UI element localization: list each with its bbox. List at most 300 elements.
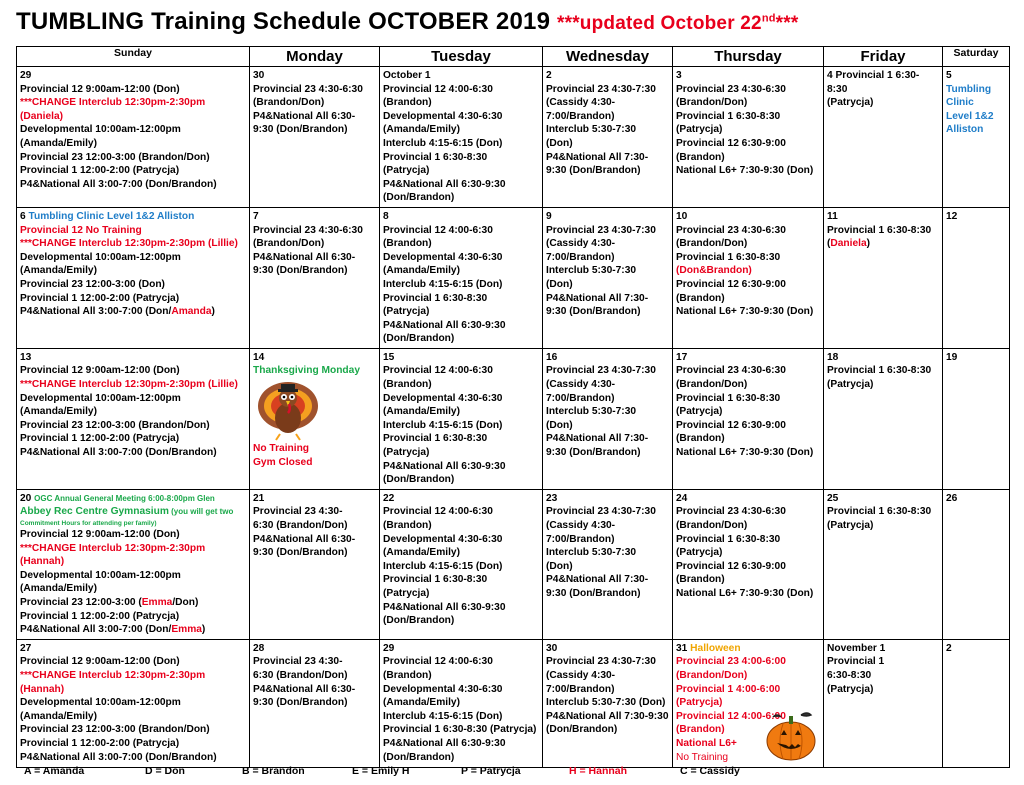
schedule-line (676, 305, 820, 319)
line-text: 17 (676, 351, 688, 363)
schedule-line (676, 546, 820, 560)
line-text: Provincial 1 6:30-8:30 (827, 365, 932, 377)
schedule-line (383, 164, 539, 178)
line-text: Provincial 1 6:30-8:30 (383, 433, 488, 445)
line-text: (Don/Brandon) (383, 333, 455, 345)
line-text: P4&National All 6:30-9:30 (383, 601, 506, 613)
line-text: 23 (546, 492, 558, 504)
schedule-line (383, 723, 539, 737)
schedule-line (546, 137, 669, 151)
schedule-line (20, 419, 246, 433)
schedule-line (383, 546, 539, 560)
day-cell-wednesday (543, 207, 673, 348)
schedule-line (383, 737, 539, 751)
day-cell-sunday (17, 348, 250, 489)
schedule-line (383, 392, 539, 406)
schedule-line (20, 683, 246, 697)
schedule-line (253, 492, 376, 506)
line-text: Interclub 4:15-6:15 (Don) (383, 137, 503, 149)
schedule-line (383, 751, 539, 765)
line-text: National L6+ (676, 737, 737, 749)
schedule-line (20, 392, 246, 406)
legend-item: B = Brandon (242, 765, 305, 777)
line-text: P4&National All 3:00-7:00 (Don/ (20, 624, 172, 636)
line-text: Thanksgiving Monday (253, 365, 360, 377)
line-text: Provincial 23 4:30-7:30 (546, 506, 656, 518)
schedule-line (676, 587, 820, 601)
day-cell-saturday (943, 207, 1010, 348)
schedule-line (827, 492, 939, 506)
schedule-line (827, 669, 939, 683)
schedule-line (383, 83, 539, 97)
line-text: 11 (827, 210, 838, 222)
line-text: November 1 (827, 642, 886, 654)
line-text: (Amanda/Emily) (20, 710, 97, 722)
schedule-line (20, 137, 246, 151)
line-text: 6:30 (Brandon/Don) (253, 520, 348, 531)
schedule-line (20, 351, 246, 365)
schedule-line (827, 69, 939, 96)
schedule-line (253, 237, 376, 251)
line-text: (Don/Brandon) (383, 474, 455, 486)
line-text: 9:30 (Don/Brandon) (546, 165, 641, 177)
week-row (17, 639, 1010, 767)
line-text: Gym Closed (253, 456, 313, 468)
line-suffix: ) (211, 306, 215, 318)
schedule-line (676, 264, 820, 278)
line-text: Provincial 1 (827, 656, 885, 668)
line-text: 6 (20, 210, 29, 222)
line-text: Tumbling (946, 83, 992, 95)
line-text: Provincial 23 4:30- (253, 656, 343, 668)
line-text: (Brandon) (383, 669, 432, 681)
day-cell-tuesday (380, 639, 543, 767)
line-highlight: Emma (141, 596, 173, 608)
line-text: ( (827, 238, 831, 250)
schedule-line (546, 432, 669, 446)
line-text: P4&National All 7:30-9:30 (546, 710, 669, 722)
day-cell-wednesday (543, 348, 673, 489)
line-text: Developmental 10:00am-12:00pm (20, 124, 181, 136)
schedule-line (20, 378, 246, 392)
schedule-line (20, 569, 246, 583)
schedule-line (546, 492, 669, 506)
line-text: (Don) (546, 419, 573, 431)
day-cell-sunday (17, 639, 250, 767)
schedule-line (946, 123, 1006, 137)
line-text: (Cassidy 4:30- (546, 379, 616, 391)
schedule-line (546, 546, 669, 560)
schedule-line (20, 623, 246, 637)
line-text: (Don/Brandon) (383, 192, 455, 204)
line-text: Provincial 23 4:30-6:30 (676, 506, 786, 518)
line-text: Provincial 1 6:30-8:30 (676, 392, 781, 404)
line-text: 24 (676, 492, 688, 504)
schedule-line (546, 110, 669, 124)
line-text: (Don&Brandon) (676, 265, 752, 277)
schedule-line (20, 505, 246, 519)
week-row (17, 67, 1010, 208)
line-highlight: (you will get two (168, 507, 234, 517)
schedule-line (546, 696, 669, 710)
schedule-line (546, 378, 669, 392)
line-text: Provincial 23 4:30- (253, 506, 343, 518)
line-text: (Brandon/Don) (676, 238, 748, 250)
line-text: P4&National All 7:30- (546, 574, 649, 586)
line-text: (Brandon/Don) (676, 97, 748, 109)
line-text: (Brandon/Don) (253, 238, 325, 250)
schedule-line (546, 264, 669, 278)
line-text: 2 (946, 642, 952, 654)
schedule-line (546, 505, 669, 519)
schedule-line (253, 456, 376, 470)
line-text: P4&National All 6:30- (253, 683, 356, 695)
line-text: 5 (946, 70, 952, 81)
line-text: Alliston (946, 124, 984, 136)
line-text: Provincial 23 4:30-6:30 (676, 83, 786, 95)
schedule-line (946, 351, 1006, 365)
line-text: Interclub 4:15-6:15 (Don) (383, 560, 503, 572)
line-text: Provincial 23 4:30-6:30 (676, 224, 786, 236)
line-text: Interclub 5:30-7:30 (546, 124, 637, 136)
schedule-line (546, 123, 669, 137)
line-text: (Brandon/Don) (676, 669, 748, 681)
line-text: (Patrycja) (383, 306, 430, 318)
line-text: Provincial 23 4:30-6:30 (253, 224, 363, 236)
line-text: Provincial 1 12:00-2:00 (Patrycja) (20, 737, 180, 749)
day-cell-friday (824, 67, 943, 208)
line-text: Provincial 12 6:30-9:00 (676, 560, 786, 572)
schedule-line (383, 378, 539, 392)
week-row (17, 348, 1010, 489)
schedule-line (383, 533, 539, 547)
schedule-line (383, 305, 539, 319)
schedule-line (383, 655, 539, 669)
schedule-line (827, 378, 939, 392)
schedule-line (383, 178, 539, 192)
schedule-line (676, 278, 820, 292)
line-text: Provincial 23 12:00-3:00 (Brandon/Don) (20, 151, 210, 163)
line-text: 18 (827, 351, 839, 363)
line-text: 14 (253, 351, 265, 363)
line-text: National L6+ 7:30-9:30 (Don) (676, 587, 814, 599)
page-title: TUMBLING Training Schedule OCTOBER 2019 ***updated October 22nd*** (16, 8, 799, 35)
line-text: 7:00/Brandon) (546, 533, 615, 545)
line-text: 9:30 (Don/Brandon) (253, 265, 348, 277)
schedule-line (20, 751, 246, 765)
line-text: Provincial 12 6:30-9:00 (676, 419, 786, 431)
schedule-line (383, 432, 539, 446)
line-text: Provincial 12 9:00am-12:00 (Don) (20, 365, 180, 377)
schedule-line (253, 351, 376, 365)
schedule-line (546, 351, 669, 365)
schedule-line (676, 669, 820, 683)
line-text: P4&National All 6:30-9:30 (383, 737, 506, 749)
line-text: (Brandon/Don) (676, 379, 748, 391)
schedule-line (546, 587, 669, 601)
line-text: P4&National All 3:00-7:00 (Don/Brandon) (20, 447, 217, 459)
schedule-line (20, 278, 246, 292)
line-text: Interclub 4:15-6:15 (Don) (383, 419, 503, 431)
day-header-sunday: Sunday (17, 47, 250, 67)
schedule-line (383, 69, 539, 83)
schedule-line (383, 492, 539, 506)
line-text: Developmental 4:30-6:30 (383, 392, 503, 404)
schedule-line (827, 237, 939, 251)
line-text: Provincial 12 9:00am-12:00 (Don) (20, 83, 180, 95)
schedule-line (20, 446, 246, 460)
line-text: (Cassidy 4:30- (546, 520, 616, 531)
schedule-line (383, 278, 539, 292)
line-text: Provincial 1 6:30-8:30 (Patrycja) (383, 724, 537, 736)
schedule-line (383, 96, 539, 110)
day-cell-sunday (17, 489, 250, 639)
schedule-line (383, 419, 539, 433)
legend-item: D = Don (145, 765, 185, 777)
day-cell-tuesday (380, 489, 543, 639)
line-text: Interclub 5:30-7:30 (546, 406, 637, 418)
line-text: (Don/Brandon) (383, 751, 455, 763)
line-text: (Patrycja) (827, 520, 874, 531)
line-text: Developmental 4:30-6:30 (383, 533, 503, 545)
schedule-line (946, 210, 1006, 224)
line-text: Provincial 1 12:00-2:00 (Patrycja) (20, 292, 180, 304)
line-text: (Amanda/Emily) (20, 137, 97, 149)
weekday-header-row (17, 47, 1010, 67)
schedule-line (676, 251, 820, 265)
schedule-line (676, 446, 820, 460)
schedule-line (546, 405, 669, 419)
schedule-line (946, 69, 1006, 83)
day-cell-wednesday (543, 639, 673, 767)
line-text: (Hannah) (20, 683, 65, 695)
schedule-line (383, 251, 539, 265)
line-text: 3 (676, 70, 682, 81)
schedule-line (253, 224, 376, 238)
schedule-line (383, 446, 539, 460)
schedule-line (20, 610, 246, 624)
line-text: 25 (827, 492, 839, 504)
schedule-line (546, 573, 669, 587)
legend-item: C = Cassidy (680, 765, 740, 777)
schedule-line (20, 292, 246, 306)
schedule-line (253, 123, 376, 137)
line-text: 19 (946, 351, 958, 363)
schedule-line (20, 528, 246, 542)
day-cell-thursday (673, 67, 824, 208)
line-text: (Brandon) (383, 379, 432, 391)
line-text: Provincial 1 6:30-8:30 (676, 251, 781, 263)
line-text: (Amanda/Emily) (383, 265, 460, 277)
schedule-line (546, 364, 669, 378)
schedule-line (676, 164, 820, 178)
schedule-line (676, 210, 820, 224)
line-text: 7 (253, 210, 259, 222)
schedule-line (383, 587, 539, 601)
line-text: (Amanda/Emily) (383, 697, 460, 709)
line-text: 16 (546, 351, 558, 363)
schedule-line (546, 710, 669, 724)
line-text: (Brandon) (676, 433, 725, 445)
schedule-line (827, 351, 939, 365)
schedule-line (676, 69, 820, 83)
schedule-line (827, 642, 939, 656)
schedule-line (546, 305, 669, 319)
line-text: Commitment Hours for attending per family) (20, 520, 157, 527)
day-cell-sunday (17, 207, 250, 348)
schedule-line (676, 432, 820, 446)
schedule-line (20, 519, 246, 528)
schedule-line (827, 224, 939, 238)
schedule-line (253, 696, 376, 710)
calendar-table (16, 46, 1010, 768)
line-text: Provincial 12 6:30-9:00 (676, 278, 786, 290)
schedule-line (383, 683, 539, 697)
line-text: (Patrycja) (383, 587, 430, 599)
schedule-line (20, 305, 246, 319)
line-text: National L6+ 7:30-9:30 (Don) (676, 306, 814, 318)
schedule-line (546, 392, 669, 406)
schedule-line (946, 83, 1006, 97)
line-text: 30 (546, 642, 558, 654)
schedule-line (20, 164, 246, 178)
line-text: ***CHANGE Interclub 12:30pm-2:30pm (Lillie) (20, 238, 238, 250)
line-text: (Amanda/Emily) (383, 406, 460, 418)
line-text: P4&National All 6:30- (253, 251, 356, 263)
schedule-line (383, 332, 539, 346)
schedule-line (546, 83, 669, 97)
schedule-line (676, 573, 820, 587)
schedule-line (253, 264, 376, 278)
schedule-line (20, 710, 246, 724)
schedule-line (676, 683, 820, 710)
line-text: 28 (253, 642, 265, 654)
schedule-line (676, 137, 820, 151)
schedule-line (383, 642, 539, 656)
schedule-line (546, 533, 669, 547)
line-text: Interclub 5:30-7:30 (Don) (546, 697, 666, 709)
schedule-line (546, 669, 669, 683)
schedule-line (546, 446, 669, 460)
line-text: 7:00/Brandon) (546, 251, 615, 263)
week-row (17, 489, 1010, 639)
day-header-tuesday: Tuesday (380, 47, 543, 67)
schedule-line (20, 492, 246, 506)
schedule-line (253, 642, 376, 656)
line-text: P4&National All 3:00-7:00 (Don/Brandon) (20, 178, 217, 190)
schedule-line (546, 224, 669, 238)
line-text: Provincial 12 4:00-6:30 (383, 506, 493, 518)
schedule-line (827, 683, 939, 697)
schedule-line (676, 151, 820, 165)
day-header-monday: Monday (250, 47, 380, 67)
line-text: Provincial 23 4:30-7:30 (546, 656, 656, 668)
schedule-line (546, 683, 669, 697)
line-text: (Don) (546, 278, 573, 290)
line-text: Provincial 23 4:30-7:30 (546, 224, 656, 236)
schedule-line (383, 264, 539, 278)
day-header-thursday: Thursday (673, 47, 824, 67)
line-text: (Patrycja) (827, 379, 874, 391)
line-text: 9 (546, 210, 552, 222)
schedule-line (546, 151, 669, 165)
line-text: Provincial 1 4:00-6:00 (Patrycja) (676, 683, 781, 709)
schedule-line (253, 251, 376, 265)
line-text: Developmental 4:30-6:30 (383, 251, 503, 263)
schedule-line (253, 546, 376, 560)
line-text: Provincial 12 4:00-6:30 (383, 365, 493, 377)
line-text: (Patrycja) (827, 683, 874, 695)
line-text: Provincial 1 6:30-8:30 (827, 224, 932, 236)
line-text: Abbey Rec Centre Gymnasium (20, 506, 169, 518)
schedule-line (253, 83, 376, 97)
schedule-line (676, 224, 820, 238)
schedule-line (20, 251, 246, 265)
day-cell-sunday (17, 67, 250, 208)
line-highlight: Daniela (830, 238, 867, 250)
line-text: 7:00/Brandon) (546, 392, 615, 404)
schedule-line (676, 560, 820, 574)
schedule-line (253, 110, 376, 124)
line-text: P4&National All 6:30-9:30 (383, 178, 506, 190)
line-text: 7:00/Brandon) (546, 110, 615, 122)
schedule-line (546, 292, 669, 306)
line-text: (Patrycja) (827, 97, 874, 109)
schedule-line (546, 655, 669, 669)
line-text: 7:00/Brandon) (546, 683, 615, 695)
day-cell-monday (250, 348, 380, 489)
schedule-line (20, 123, 246, 137)
line-text: 9:30 (Don/Brandon) (253, 697, 348, 709)
line-text: Provincial 1 6:30-8:30 (827, 506, 932, 518)
line-highlight: Amanda (171, 306, 212, 318)
line-text: 26 (946, 492, 958, 504)
line-text: 12 (946, 210, 958, 222)
line-text: No Training (676, 751, 729, 763)
day-cell-wednesday (543, 67, 673, 208)
schedule-line (253, 364, 376, 378)
line-text: 31 (676, 642, 691, 654)
line-highlight: Tumbling Clinic Level 1&2 Alliston (28, 210, 195, 222)
day-cell-tuesday (380, 207, 543, 348)
schedule-line (383, 351, 539, 365)
schedule-line (546, 723, 669, 737)
day-cell-saturday (943, 639, 1010, 767)
line-text: National L6+ 7:30-9:30 (Don) (676, 447, 814, 459)
schedule-line (676, 533, 820, 547)
line-text: (Cassidy 4:30- (546, 238, 616, 250)
line-text: National L6+ 7:30-9:30 (Don) (676, 165, 814, 177)
line-text: Interclub 5:30-7:30 (546, 547, 637, 559)
schedule-line (946, 110, 1006, 124)
schedule-line (546, 96, 669, 110)
legend-item: P = Patrycja (461, 765, 521, 777)
schedule-line (20, 96, 246, 110)
schedule-line (20, 151, 246, 165)
schedule-line (946, 96, 1006, 110)
line-text: 20 (20, 492, 35, 504)
line-text: Provincial 23 4:30-6:30 (253, 83, 363, 95)
line-text: 21 (253, 492, 265, 504)
schedule-line (383, 224, 539, 238)
day-cell-saturday (943, 348, 1010, 489)
schedule-line (20, 542, 246, 569)
line-text: (Patrycja) (676, 547, 723, 559)
line-text: P4&National All 3:00-7:00 (Don/Brandon) (20, 751, 217, 763)
line-text: (Patrycja) (383, 165, 430, 177)
line-text: 8 (383, 210, 389, 222)
schedule-line (546, 69, 669, 83)
